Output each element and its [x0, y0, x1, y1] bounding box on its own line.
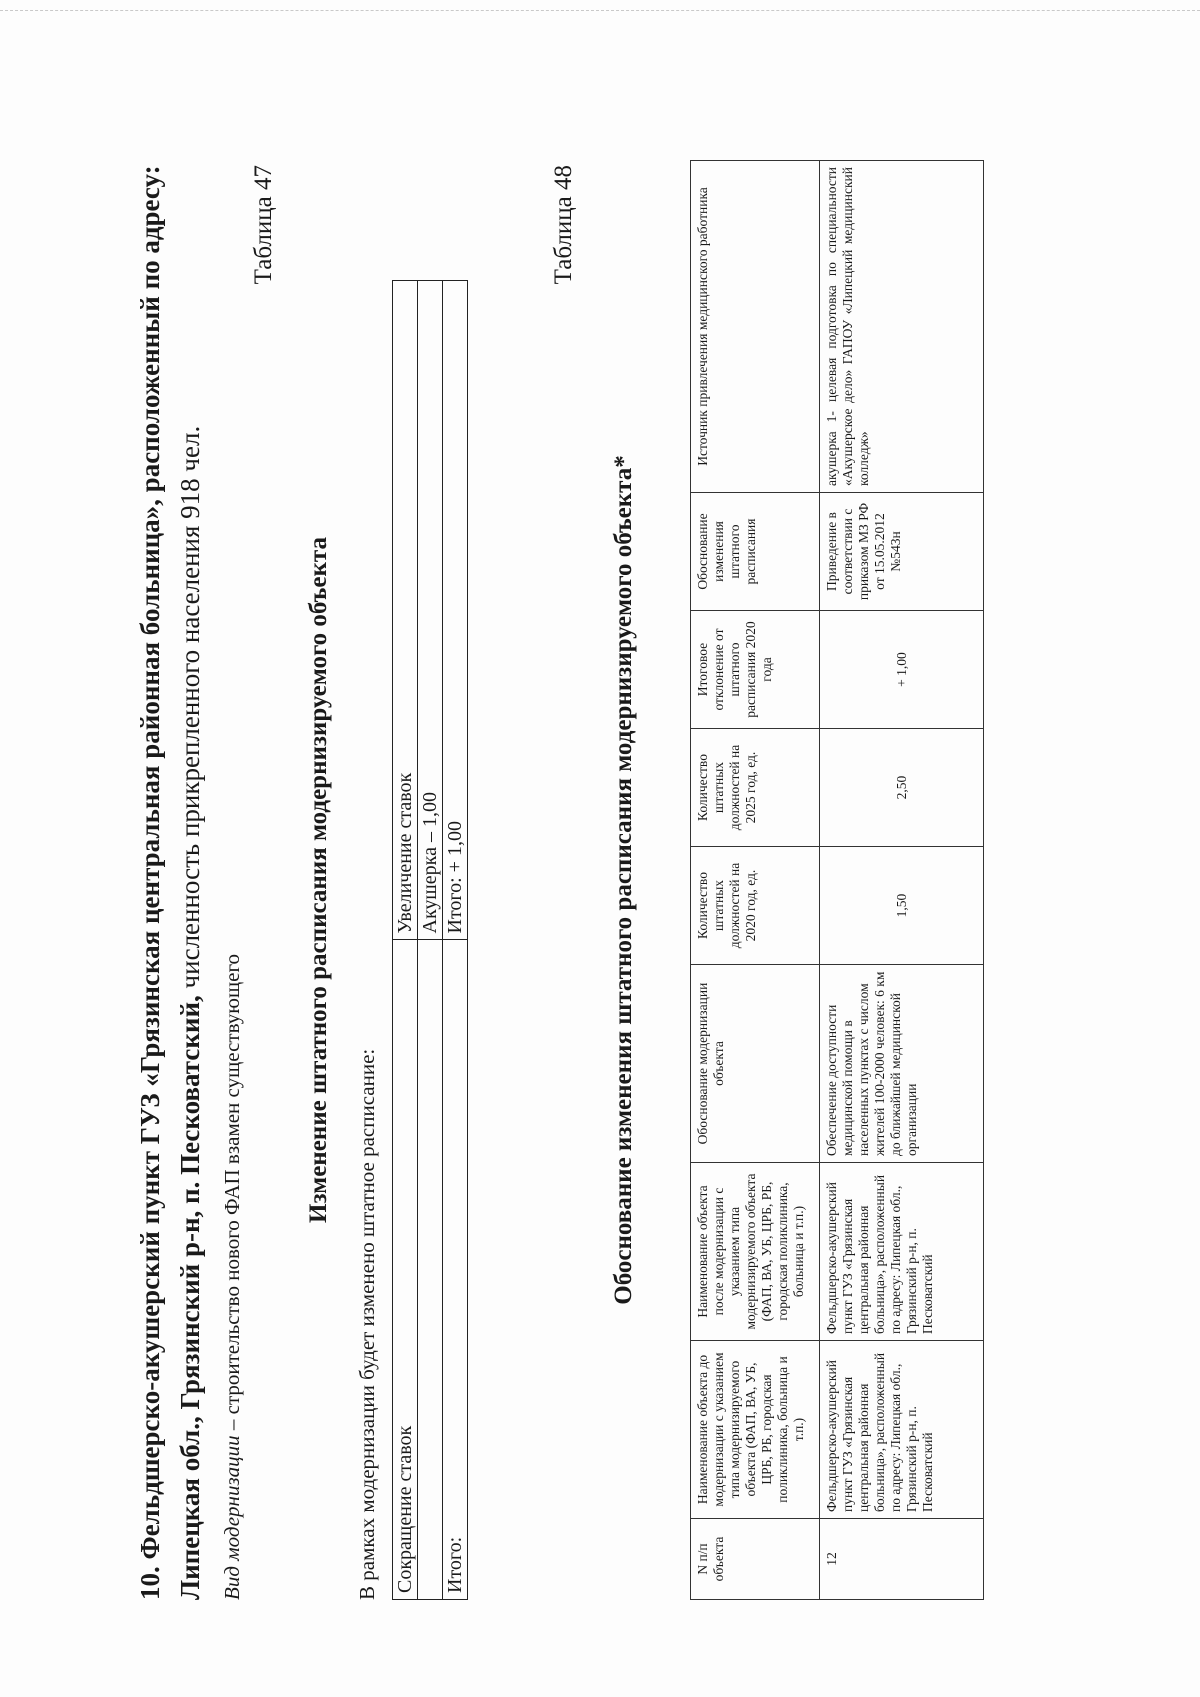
table47-label: Таблица 47: [250, 165, 277, 285]
rotated-document-page: [110, 140, 1050, 1620]
table48-title: Обоснование изменения штатного расписания модернизируемого объекта*: [610, 455, 637, 1305]
table-row: [820, 161, 984, 1600]
table47-intro: В рамках модернизации будет изменено штатное расписание:: [355, 1048, 379, 1600]
section-heading: [130, 160, 210, 1600]
table-header-cell: Обоснование изменения штатного расписания: [691, 493, 820, 611]
table-header-cell: N п/п объекта: [691, 1519, 820, 1600]
table-cell-justification: Обеспечение доступности медицинской помощи в населенных пунктах с числом жителей 100-2000 человек: 6 км до ближайшей медицинской организации: [820, 965, 984, 1163]
table-cell-source: акушерка 1- целевая подготовка по специальности «Акушерское дело» ГАПОУ «Липецкий медицинский колледж»: [820, 161, 984, 493]
table-cell-after: Фельдшерско-акушерский пункт ГУЗ «Грязинская центральная районная больница», расположенный по адресу: Липецкая обл., Грязинский р-н, п. Песковатский: [820, 1163, 984, 1341]
table-header-row: [691, 161, 820, 1600]
table-cell: Акушерка – 1,00: [418, 281, 443, 941]
table-header-cell: Итоговое отклонение от штатного расписания 2020 года: [691, 611, 820, 729]
modernization-type-value: – строительство нового ФАП взамен существующего: [220, 953, 244, 1436]
table-cell-number: 12: [820, 1519, 984, 1600]
staff-justification-table: [690, 160, 984, 1600]
modernization-type-line: [220, 954, 245, 1600]
table-header-cell: Источник привлечения медицинского работника: [691, 161, 820, 493]
table-total-cell: Итого: + 1,00: [443, 281, 468, 941]
table-cell-count-2025: 2,50: [820, 729, 984, 847]
table48-label: Таблица 48: [550, 165, 577, 285]
table-cell: [418, 940, 443, 1600]
modernization-type-label: Вид модернизации: [220, 1435, 244, 1600]
table-cell-staff-justification: Приведение в соответствии с приказом МЗ РФ от 15.05.2012 №543н: [820, 493, 984, 611]
table-header-cell: Сокращение ставок: [393, 940, 418, 1600]
table-total-cell: Итого:: [443, 940, 468, 1600]
table47-title: Изменение штатного расписания модернизируемого объекта: [305, 537, 332, 1223]
table-header-cell: Количество штатных должностей на 2025 год, ед.: [691, 729, 820, 847]
table-cell-before: Фельдшерско-акушерский пункт ГУЗ «Грязинская центральная районная больница», расположенный по адресу: Липецкая обл., Грязинский р-н, п. Песковатский: [820, 1341, 984, 1519]
heading-population-text: численность прикрепленного населения 918 чел.: [175, 425, 205, 996]
staff-change-table: [392, 280, 468, 1600]
table-row: [418, 281, 443, 1600]
table-cell-count-2020: 1,50: [820, 847, 984, 965]
table-cell-deviation: + 1,00: [820, 611, 984, 729]
heading-bold-text: 10. Фельдшерско-акушерский пункт ГУЗ «Грязинская центральная районная больница», расположенный по адресу: Липецкая обл., Грязинский р-н, п. Песковатский,: [135, 165, 205, 1600]
table-header-cell: Количество штатных должностей на 2020 год, ед.: [691, 847, 820, 965]
table-row: [393, 281, 418, 1600]
table-header-cell: Наименование объекта после модернизации с указанием типа модернизируемого объекта (ФАП, ВА, УБ, ЦРБ, РБ, городская поликлиника, больница и т.п.): [691, 1163, 820, 1341]
table-row: [443, 281, 468, 1600]
table-header-cell: Увеличение ставок: [393, 281, 418, 941]
table-header-cell: Обоснование модернизации объекта: [691, 965, 820, 1163]
scan-border-line: [0, 10, 1200, 11]
table-header-cell: Наименование объекта до модернизации с указанием типа модернизируемого объекта (ФАП, ВА, УБ, ЦРБ, РБ, городская поликлиника, больница и т.п.): [691, 1341, 820, 1519]
